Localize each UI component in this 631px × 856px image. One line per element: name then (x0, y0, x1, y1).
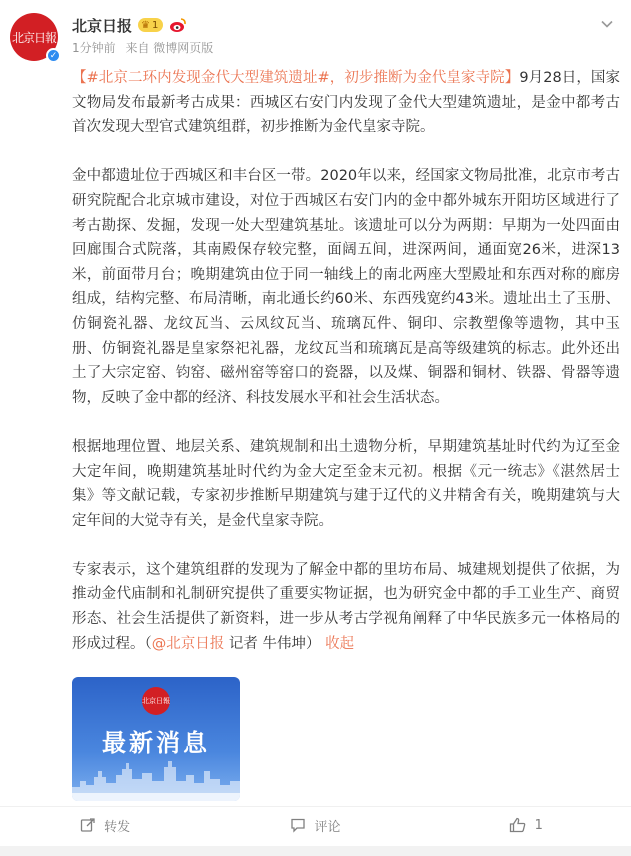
comment-button[interactable] (210, 807, 420, 843)
paragraph-4 (72, 558, 620, 656)
paragraph-1 (72, 66, 620, 140)
city-skyline-graphic (72, 751, 240, 801)
like-button[interactable] (421, 807, 631, 843)
forward-button[interactable] (0, 807, 210, 843)
image-logo: 北京日報 (142, 687, 170, 715)
post-image[interactable] (72, 677, 240, 801)
author-name[interactable]: 北京日报 (72, 16, 133, 35)
forward-label: 转发 (104, 819, 131, 835)
reporter-credit: 记者 牛伟坤） (224, 635, 321, 652)
action-bar (0, 807, 631, 843)
topic-link[interactable]: 【#北京二环内发现金代大型建筑遗址#，初步推断为金代皇家寺院】 (72, 70, 520, 86)
weibo-icon[interactable] (169, 17, 187, 33)
post-source: 来自 微博网页版 (125, 41, 214, 55)
verified-icon: ✓ (46, 48, 61, 63)
author-row (72, 14, 187, 36)
post-header (10, 8, 621, 60)
like-count: 1 (534, 817, 543, 833)
thumbs-up-icon (509, 817, 527, 833)
comment-label: 评论 (314, 819, 341, 835)
crown-icon: ♛ (141, 19, 150, 31)
collapse-link[interactable]: 收起 (325, 635, 355, 652)
post-time[interactable]: 1分钟前 (72, 41, 116, 55)
chevron-down-icon[interactable] (599, 16, 615, 32)
paragraph-3: 根据地理位置、地层关系、建筑规制和出土遗物分析，早期建筑基址时代约为辽至金大定年间，晚期建筑基址时代约为金大定至金末元初。根据《元一统志》《湛然居士集》等文献记载，专家初步推断早期建筑与建于辽代的义井精舍有关，晚期建筑与大定年间的大觉寺有关，是金代皇家寺院。 (72, 438, 620, 529)
image-title: 最新消息 (102, 729, 210, 757)
bottom-spacer (0, 846, 631, 856)
level-badge[interactable] (138, 18, 163, 32)
forward-icon (80, 817, 96, 833)
paragraph-4-text: 专家表示，这个建筑组群的发现为了解金中都的里坊布局、城建规划提供了依据，为推动金代庙制和礼制研究提供了重要实物证据，也为研究金中都的手工业生产、商贸形态、社会生活提供了新资料，进一步从考古学视角阐释了中华民族多元一体格局的形成过程。（ (72, 561, 620, 652)
post-meta (72, 39, 219, 56)
mention-link[interactable]: @北京日报 (151, 635, 225, 652)
paragraph-1-text: 9月28日，国家文物局发布最新考古成果：西城区右安门内发现了金代大型建筑遗址，是金中都考古首次发现大型官式建筑组群，初步推断为金代皇家寺院。 (72, 70, 620, 136)
comment-icon (290, 817, 306, 833)
avatar-logo-text: 北京日報 (11, 30, 56, 45)
level-number: 1 (151, 19, 159, 31)
paragraph-2: 金中都遗址位于西城区和丰台区一带。2020年以来，经国家文物局批准，北京市考古研究院配合北京城市建设，对位于西城区右安门内的金中都外城东开阳坊区域进行了考古勘探、发掘，发现一处大型建筑基址。该遗址可以分为两期：早期为一处四面由回廊围合式院落，其南殿保存较完整，面阔五间，进深两间，通面宽26米，进深13米，前面带月台；晚期建筑由位于同一轴线上的南北两座大型殿址和东西对称的廊房组成，结构完整、布局清晰，南北通长约60米、东西残宽约43米。遗址出土了玉册、仿铜瓷礼器、龙纹瓦当、云凤纹瓦当、琉璃瓦件、铜印、宗教塑像等遗物，其中玉册、仿铜瓷礼器是皇家祭祀礼器，龙纹瓦当和琉璃瓦是高等级建筑的标志。此外还出土了大宗定窑、钧窑、磁州窑等窑口的瓷器，以及煤、铜器和铜材、铁器、骨器等遗物，反映了金中都的经济、科技发展水平和社会生活状态。 (72, 168, 620, 406)
post-content (72, 66, 620, 681)
